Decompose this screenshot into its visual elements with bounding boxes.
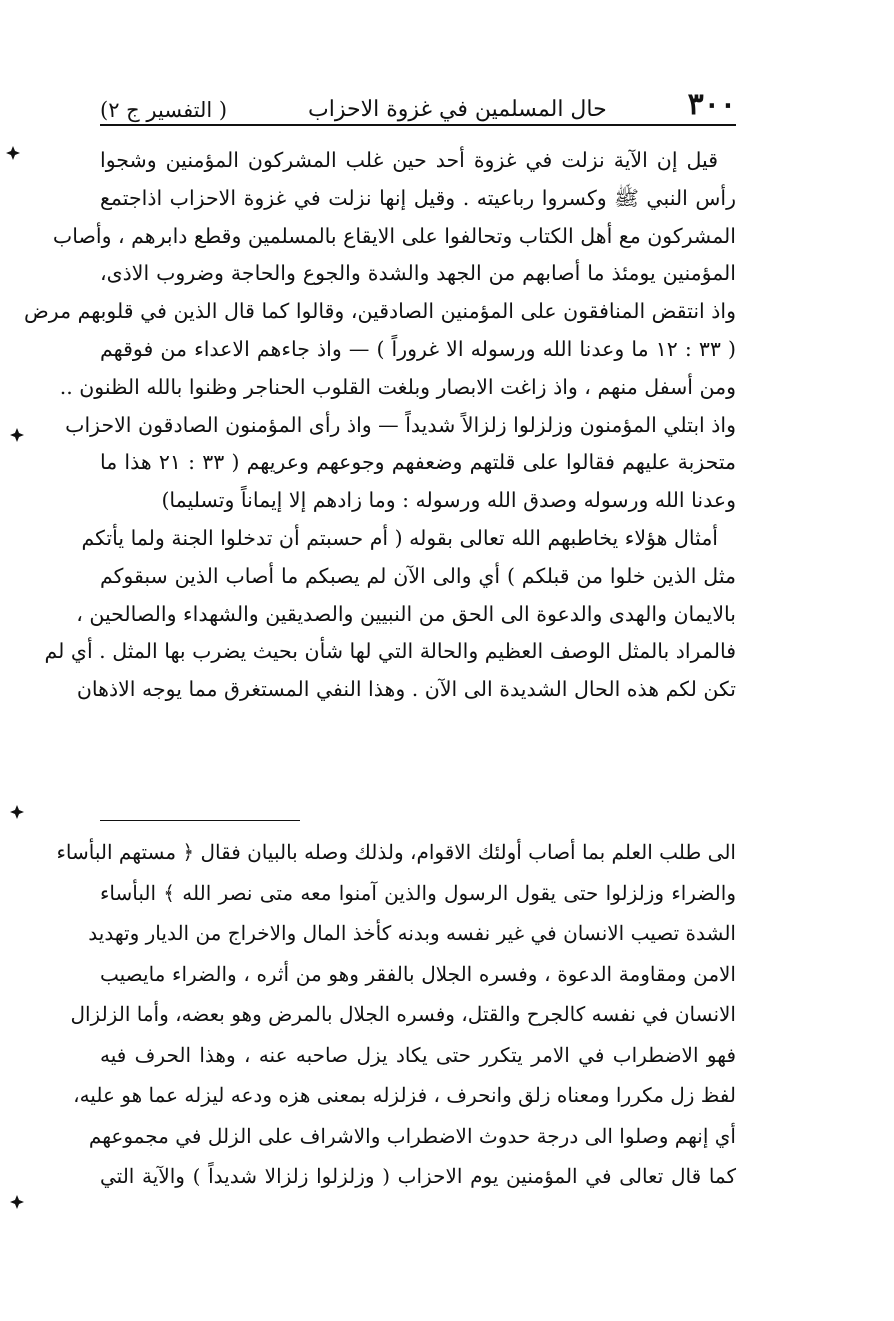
note-line: لفظ زل مكررا ومعناه زلق وانحرف ، فزلزله بمعنى هزه ودعه ليزله عما هو عليه،: [73, 1083, 736, 1107]
note-line: كما قال تعالى في المؤمنين يوم الاحزاب ( وزلزلوا زلزالا شديداً ) والآية التي: [100, 1164, 736, 1188]
binding-hole-mark: [10, 1195, 24, 1209]
text-line: متحزبة عليهم فقالوا على قلتهم وضعفهم وجوعهم وعريهم ( ٣٣ : ٢١ هذا ما: [100, 450, 736, 475]
binding-hole-mark: [6, 146, 20, 160]
text-line: رأس النبي ﷺ وكسروا رباعيته . وقيل إنها نزلت في غزوة الاحزاب اذاجتمع: [100, 185, 736, 210]
page-number: ٣٠٠: [687, 87, 736, 122]
text-line: بالايمان والهدى والدعوة الى الحق من النبيين والصديقين والشهداء والصالحين ،: [76, 601, 736, 626]
note-line: الامن ومقاومة الدعوة ، وفسره الجلال بالفقر وهو من أثره ، والضراء مايصيب: [100, 961, 736, 986]
text-line: وعدنا الله ورسوله وصدق الله ورسوله : وما زادهم إلا إيماناً وتسليما): [161, 488, 736, 513]
note-line: الى طلب العلم بما أصاب أولئك الاقوام، ولذلك وصله بالبيان فقال ﴿ مستهم البأساء: [56, 840, 736, 864]
note-line: فهو الاضطراب في الامر يتكرر حتى يكاد يزل صاحبه عنه ، وهذا الحرف فيه: [100, 1042, 736, 1067]
note-line: الانسان في نفسه كالجرح والقتل، وفسره الجلال بالمرض وهو بعضه، وأما الزلزال: [70, 1002, 736, 1026]
note-line: الشدة تصيب الانسان في غير نفسه وبدنه كأخذ المال والاخراج من الديار وتهديد: [88, 921, 736, 945]
text-line: تكن لكم هذه الحال الشديدة الى الآن . وهذا النفي المستغرق مما يوجه الاذهان: [76, 677, 736, 702]
note-line: والضراء وزلزلوا حتى يقول الرسول والذين آمنوا معه متى نصر الله ﴾ البأساء: [100, 880, 736, 905]
footnote-divider: [100, 820, 300, 821]
note-line: أي إنهم وصلوا الى درجة حدوث الاضطراب والاشراف على الزلل في مجموعهم: [88, 1123, 736, 1148]
book-title: ( التفسير ج ٢): [100, 98, 228, 122]
text-line: قيل إن الآية نزلت في غزوة أحد حين غلب المشركون المؤمنين وشجوا: [100, 148, 718, 172]
chapter-title: حال المسلمين في غزوة الاحزاب: [308, 97, 607, 122]
text-line: مثل الذين خلوا من قبلكم ) أي والى الآن لم يصبكم ما أصاب الذين سبقوكم: [100, 563, 736, 588]
footnote-text: [56, 832, 736, 1197]
text-line: فالمراد بالمثل الوصف العظيم والحالة التي لها شأن بحيث يضرب بها المثل . أي لم: [44, 639, 736, 664]
main-text: [23, 142, 736, 709]
text-line: المشركون مع أهل الكتاب وتحالفوا على الايقاع بالمسلمين وقطع دابرهم ، وأصاب: [52, 223, 736, 248]
running-header: [100, 80, 736, 126]
text-line: واذ انتقض المنافقون على المؤمنين الصادقين، وقالوا كما قال الذين في قلوبهم مرض: [23, 299, 736, 324]
text-line: أمثال هؤلاء يخاطبهم الله تعالى بقوله ( أم حسبتم أن تدخلوا الجنة ولما يأتكم: [81, 525, 718, 550]
binding-hole-mark: [10, 428, 24, 442]
text-line: ( ٣٣ : ١٢ ما وعدنا الله ورسوله الا غروراً ) — واذ جاءهم الاعداء من فوقهم: [100, 336, 736, 361]
text-line: ومن أسفل منهم ، واذ زاغت الابصار وبلغت القلوب الحناجر وظنوا بالله الظنون ..: [59, 374, 736, 399]
text-line: المؤمنين يومئذ ما أصابهم من الجهد والشدة والجوع والحاجة وضروب الاذى،: [100, 261, 736, 286]
binding-hole-mark: [10, 805, 24, 819]
text-line: واذ ابتلي المؤمنون وزلزلوا زلزالاً شديداً — واذ رأى المؤمنون الصادقون الاحزاب: [65, 412, 736, 437]
